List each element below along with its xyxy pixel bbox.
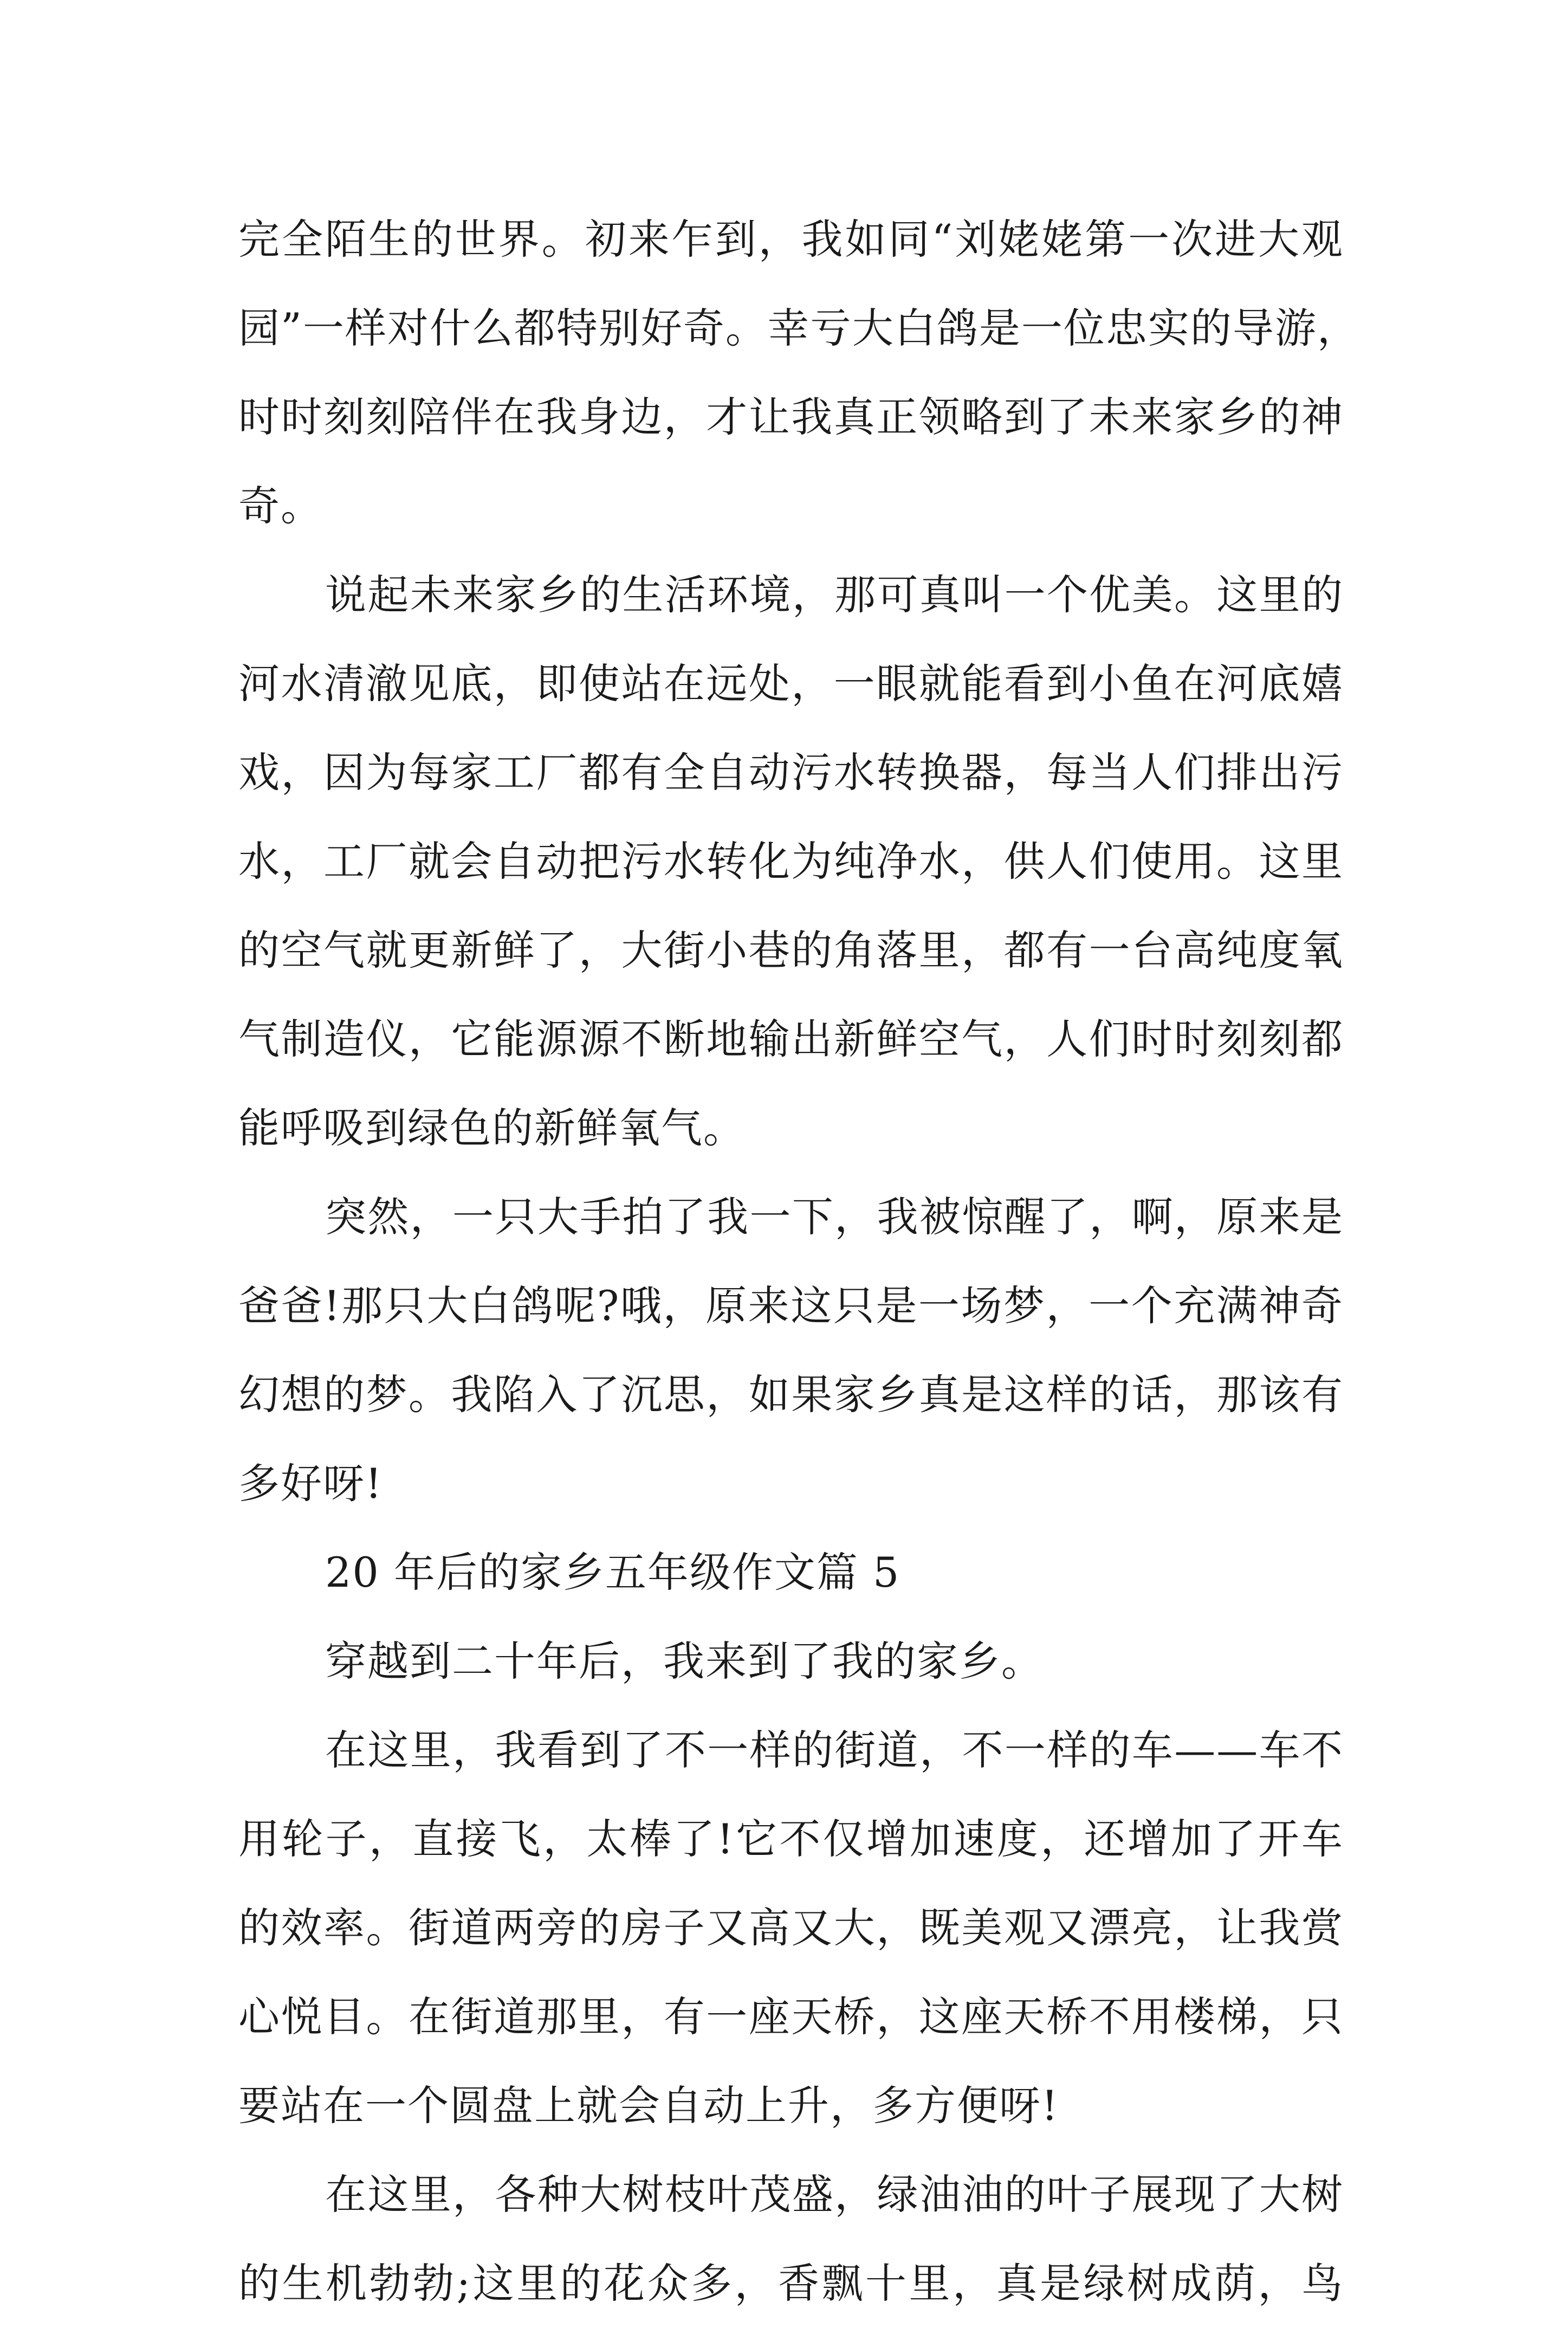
text-line: 的生机勃勃;这里的花众多，香飘十里，真是绿树成荫，鸟 <box>238 2259 1344 2307</box>
text-line: 的效率。街道两旁的房子又高又大，既美观又漂亮，让我赏 <box>238 1904 1344 1952</box>
text-line: 园”一样对什么都特别好奇。幸亏大白鸽是一位忠实的导游， <box>238 304 1359 352</box>
text-line: 奇。 <box>238 482 323 530</box>
text-line: 穿越到二十年后，我来到了我的家乡。 <box>325 1637 1044 1685</box>
text-line: 的空气就更新鲜了，大街小巷的角落里，都有一台高纯度氧 <box>238 926 1344 974</box>
text-line: 在这里，我看到了不一样的街道，不一样的车——车不 <box>325 1726 1344 1774</box>
text-line: 河水清澈见底，即使站在远处，一眼就能看到小鱼在河底嬉 <box>238 659 1344 708</box>
text-line: 要站在一个圆盘上就会自动上升，多方便呀! <box>238 2081 1059 2130</box>
text-line: 时时刻刻陪伴在我身边，才让我真正领略到了未来家乡的神 <box>238 393 1344 441</box>
text-line: 气制造仪，它能源源不断地输出新鲜空气，人们时时刻刻都 <box>238 1015 1344 1063</box>
text-line: 在这里，各种大树枝叶茂盛，绿油油的叶子展现了大树 <box>325 2170 1344 2219</box>
text-line: 幻想的梦。我陷入了沉思，如果家乡真是这样的话，那该有 <box>238 1370 1344 1419</box>
text-line: 用轮子，直接飞，太棒了!它不仅增加速度，还增加了开车 <box>238 1815 1344 1863</box>
text-line: 说起未来家乡的生活环境，那可真叫一个优美。这里的 <box>325 571 1344 619</box>
text-line: 戏，因为每家工厂都有全自动污水转换器，每当人们排出污 <box>238 748 1344 797</box>
text-line: 水，工厂就会自动把污水转化为纯净水，供人们使用。这里 <box>238 837 1344 885</box>
text-line: 突然，一只大手拍了我一下，我被惊醒了，啊，原来是 <box>325 1193 1344 1241</box>
text-line: 多好呀! <box>238 1459 383 1508</box>
text-line: 20 年后的家乡五年级作文篇 5 <box>325 1548 900 1596</box>
text-line: 心悦目。在街道那里，有一座天桥，这座天桥不用楼梯，只 <box>238 1993 1344 2041</box>
essay-body <box>238 195 1359 2328</box>
text-line: 完全陌生的世界。初来乍到，我如同“刘姥姥第一次进大观 <box>238 215 1344 263</box>
text-line: 爸爸!那只大白鸽呢?哦，原来这只是一场梦，一个充满神奇 <box>238 1282 1344 1330</box>
text-line: 能呼吸到绿色的新鲜氧气。 <box>238 1104 746 1152</box>
